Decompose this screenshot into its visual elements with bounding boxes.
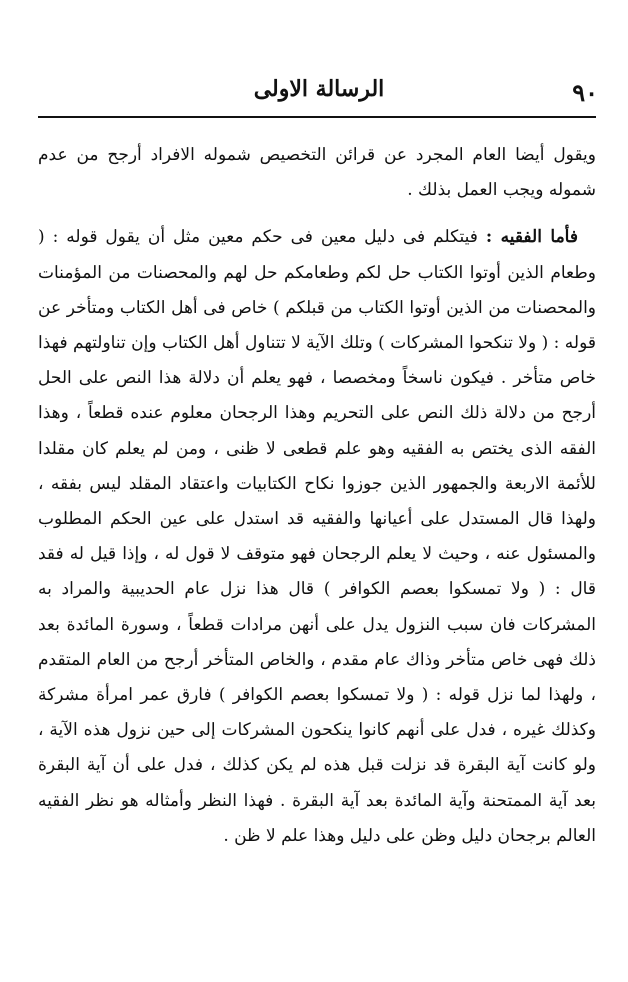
paragraph-2-lead: فأما الفقيه :	[485, 227, 578, 248]
running-title: الرسالة الاولى	[253, 76, 385, 102]
page-number: ٩٠	[572, 78, 598, 107]
paragraph-1: ويقول أيضا العام المجرد عن قرائن التخصيص شموله الافراد أرجح من عدم شموله ويجب العمل بذلك .	[38, 145, 596, 201]
paragraph-2-text: فيتكلم فى دليل معين فى حكم معين مثل أن يقول قوله : ( وطعام الذين أوتوا الكتاب حل لكم وطعامكم حل لهم والمحصنات من المؤمنات والمحصنات من الذين أوتوا الكتاب من قبلكم ) خاص فى أهل الكتاب ومتأخر عن قوله : ( ولا تنكحوا المشركات ) وتلك الآية لا تتناول أهل الكتاب وإن تناولتهم فهذا خاص متأخر . فيكون ناسخاً ومخصصا ، فهو يعلم أن دلالة هذا النص على الحل أرجح من دلالة ذلك النص على التحريم وهذا الرجحان معلوم عنده قطعاً ، وهذا الفقه الذى يختص به الفقيه وهو علم قطعى لا ظنى ، ومن لم يعلم كان مقلدا للأئمة الاربعة والجمهور الذين جوزوا نكاح الكتابيات واعتقاد المقلد ليس بفقه ، ولهذا قال المستدل على أعيانها والفقيه قد استدل على عين الحكم المطلوب والمسئول عنه ، وحيث لا يعلم الرجحان فهو متوقف لا قول له ، وإذا قيل له فقد قال : ( ولا تمسكوا بعصم الكوافر ) قال هذا نزل عام الحديبية والمراد به المشركات فان سبب النزول يدل على أنهن مرادات قطعاً ، وسورة المائدة بعد ذلك فهى خاص متأخر وذاك عام مقدم ، والخاص المتأخر أرجح من العام المتقدم ، ولهذا لما نزل قوله : ( ولا تمسكوا بعصم الكوافر ) فارق عمر امرأة مشركة وكذلك غيره ، فدل على أنهم كانوا ينكحون المشركات إلى حين نزول هذه الآية ، ولو كانت آية البقرة قد نزلت قبل هذه لم يكن كذلك ، فدل على أن آية البقرة بعد آية الممتحنة وآية المائدة بعد آية البقرة . فهذا النظر وأمثاله هو نظر الفقيه العالم برجحان دليل وظن على دليل وهذا علم لا ظن .	[38, 227, 596, 846]
header-rule	[38, 116, 596, 118]
body-text	[38, 138, 596, 854]
page-header	[40, 76, 598, 112]
paragraph-2	[38, 220, 596, 854]
